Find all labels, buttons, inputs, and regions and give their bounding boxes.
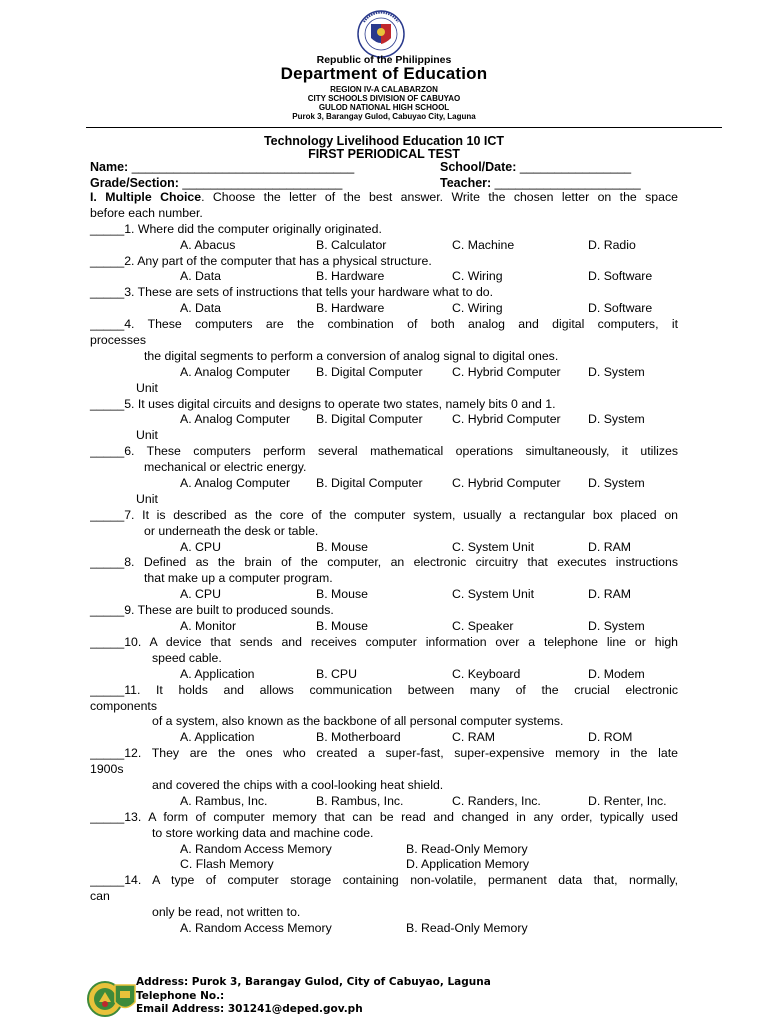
instructions-line-2: before each number. [90, 205, 203, 220]
name-field[interactable] [90, 160, 354, 174]
answer-option[interactable]: A. Monitor [180, 619, 237, 634]
answer-option[interactable]: B. Digital Computer [316, 412, 423, 427]
instructions-line [90, 190, 678, 206]
question-text: _____11. It holds and allows communication between many of the crucial electronic [90, 682, 678, 697]
name-line: ________________________________ [131, 160, 355, 174]
answer-option[interactable]: A. Data [180, 269, 222, 284]
question-text: _____4. These computers are the combination of both analog and digital computers, it [90, 317, 678, 332]
teacher-field[interactable] [440, 176, 641, 190]
answer-option[interactable]: A. Analog Computer [180, 412, 291, 427]
answer-option[interactable]: B. Digital Computer [316, 476, 423, 491]
answer-option[interactable]: B. Read-Only Memory [406, 920, 528, 935]
question-text: _____1. Where did the computer originally originated. [90, 221, 382, 236]
question-continuation: or underneath the desk or table. [144, 523, 319, 538]
answer-option[interactable]: B. Mouse [316, 539, 368, 554]
question-text: _____3. These are sets of instructions that tells your hardware what to do. [90, 285, 494, 300]
answer-option[interactable]: D. RAM [588, 587, 632, 602]
question-text: _____5. It uses digital circuits and designs to operate two states, namely bits 0 and 1. [90, 396, 556, 411]
answer-option[interactable]: C. Wiring [452, 301, 503, 316]
answer-options [90, 269, 678, 285]
questions-area [90, 190, 678, 937]
answer-options [90, 365, 678, 381]
answer-option[interactable]: C. Wiring [452, 269, 503, 284]
question-continuation: speed cable. [152, 650, 222, 665]
question-continuation: processes [90, 333, 147, 348]
answer-option[interactable]: C. Randers, Inc. [452, 793, 541, 808]
answer-option[interactable]: D. ROM [588, 730, 633, 745]
option-wrap: Unit [136, 428, 158, 443]
question-continuation: to store working data and machine code. [152, 825, 374, 840]
answer-options [90, 540, 678, 556]
grade-section-field[interactable] [90, 176, 342, 190]
answer-option[interactable]: A. Application [180, 666, 255, 681]
school-date-field[interactable] [440, 160, 631, 174]
answer-option[interactable]: B. Calculator [316, 237, 387, 252]
answer-options [90, 842, 678, 858]
answer-option[interactable]: A. Random Access Memory [180, 920, 332, 935]
question-text: _____14. A type of computer storage containing non-volatile, permanent data that, normally, [90, 873, 678, 888]
answer-option[interactable]: C. System Unit [452, 587, 534, 602]
answer-options [90, 730, 678, 746]
answer-option[interactable]: A. Data [180, 301, 222, 316]
question-text: _____2. Any part of the computer that has a physical structure. [90, 253, 432, 268]
instructions-text: . Choose the letter of the best answer. Write the chosen letter on the space [201, 190, 678, 204]
answer-option[interactable]: D. System [588, 476, 645, 491]
answer-options [90, 857, 678, 873]
question-continuation: mechanical or electric energy. [144, 460, 307, 475]
region-heading: REGION IV-A CALABARZON [330, 85, 438, 94]
answer-option[interactable]: D. RAM [588, 539, 632, 554]
answer-options [90, 412, 678, 428]
question-continuation: can [90, 889, 110, 904]
answer-option[interactable]: A. CPU [180, 587, 221, 602]
answer-option[interactable]: D. Software [588, 269, 653, 284]
question-continuation: only be read, not written to. [152, 905, 301, 920]
answer-option[interactable]: D. Application Memory [406, 857, 530, 872]
deped-logo-icon [112, 982, 138, 1014]
answer-options [90, 587, 678, 603]
answer-option[interactable]: C. RAM [452, 730, 496, 745]
answer-options [90, 476, 678, 492]
option-wrap: Unit [136, 380, 158, 395]
answer-option[interactable]: B. Mouse [316, 587, 368, 602]
date-line: ________________ [519, 160, 632, 174]
answer-option[interactable]: A. Analog Computer [180, 364, 291, 379]
question-text: _____10. A device that sends and receives computer information over a telephone line or high [90, 634, 678, 649]
answer-option[interactable]: D. Software [588, 301, 653, 316]
answer-option[interactable]: A. CPU [180, 539, 221, 554]
answer-option[interactable]: A. Analog Computer [180, 476, 291, 491]
grade-label: Grade/Section: [90, 176, 179, 190]
footer-telephone: Telephone No.: [136, 989, 225, 1002]
answer-option[interactable]: D. System [588, 412, 645, 427]
header-divider [86, 127, 722, 128]
answer-options [90, 921, 678, 937]
deped-seal-icon [352, 10, 410, 58]
answer-option[interactable]: C. System Unit [452, 539, 534, 554]
answer-option[interactable]: C. Hybrid Computer [452, 364, 561, 379]
date-label: School/Date: [440, 160, 517, 174]
answer-option[interactable]: D. System [588, 364, 645, 379]
question-text: _____9. These are built to produced sounds. [90, 603, 334, 618]
footer-address: Address: Purok 3, Barangay Gulod, City of Cabuyao, Laguna [136, 976, 491, 988]
answer-option[interactable]: A. Random Access Memory [180, 841, 332, 856]
answer-options [90, 238, 678, 254]
republic-heading: Republic of the Philippines [316, 54, 452, 66]
answer-option[interactable]: A. Application [180, 730, 255, 745]
question-continuation: 1900s [90, 762, 124, 777]
answer-option[interactable]: C. Speaker [452, 619, 514, 634]
answer-option[interactable]: D. Modem [588, 666, 645, 681]
answer-option[interactable]: D. Radio [588, 237, 636, 252]
footer-contact [136, 976, 491, 1017]
answer-option[interactable]: A. Rambus, Inc. [180, 793, 268, 808]
name-label: Name: [90, 160, 129, 174]
answer-options [90, 667, 678, 683]
answer-option[interactable]: C. Flash Memory [180, 857, 274, 872]
question-text: _____8. Defined as the brain of the computer, an electronic circuitry that executes instructions [90, 555, 678, 570]
answer-option[interactable]: C. Keyboard [452, 666, 521, 681]
question-continuation: components [90, 698, 157, 713]
school-address: Purok 3, Barangay Gulod, Cabuyao City, Laguna [292, 112, 476, 121]
department-heading: Department of Education [280, 64, 488, 83]
question-continuation: that make up a computer program. [144, 571, 333, 586]
question-continuation: the digital segments to perform a conversion of analog signal to digital ones. [144, 348, 559, 363]
school-heading: GULOD NATIONAL HIGH SCHOOL [318, 103, 450, 112]
test-title: FIRST PERIODICAL TEST [308, 147, 460, 161]
answer-option[interactable]: B. Motherboard [316, 730, 401, 745]
subject-title: Technology Livelihood Education 10 ICT [263, 134, 505, 148]
question-continuation: and covered the chips with a cool-looking heat shield. [152, 777, 444, 792]
grade-line: _______________________ [182, 176, 343, 190]
answer-option[interactable]: B. Hardware [316, 269, 385, 284]
answer-option[interactable]: B. Hardware [316, 301, 385, 316]
division-heading: CITY SCHOOLS DIVISION OF CABUYAO [307, 94, 461, 103]
answer-option[interactable]: D. Renter, Inc. [588, 793, 667, 808]
part-label: I. Multiple Choice [90, 190, 202, 204]
answer-options [90, 301, 678, 317]
answer-option[interactable]: B. Rambus, Inc. [316, 793, 404, 808]
question-text: _____7. It is described as the core of the computer system, usually a rectangular box placed on [90, 507, 678, 522]
answer-option[interactable]: C. Machine [452, 237, 515, 252]
option-wrap: Unit [136, 491, 158, 506]
question-text: _____12. They are the ones who created a super-fast, super-expensive memory in the late [90, 746, 678, 761]
answer-options [90, 794, 678, 810]
footer-email: Email Address: 301241@deped.gov.ph [136, 1003, 363, 1015]
question-text: _____6. These computers perform several mathematical operations simultaneously, it utilizes [90, 444, 678, 459]
answer-option[interactable]: B. Mouse [316, 619, 368, 634]
answer-option[interactable]: A. Abacus [180, 237, 236, 252]
answer-option[interactable]: C. Hybrid Computer [452, 412, 561, 427]
answer-option[interactable]: C. Hybrid Computer [452, 476, 561, 491]
teacher-line: _____________________ [494, 176, 641, 190]
question-text: _____13. A form of computer memory that can be read and changed in any order, typically used [90, 809, 678, 824]
question-list [90, 222, 678, 937]
answer-option[interactable]: B. CPU [316, 666, 357, 681]
answer-options [90, 619, 678, 635]
teacher-label: Teacher: [440, 176, 492, 190]
question-continuation: of a system, also known as the backbone of all personal computer systems. [152, 714, 564, 729]
answer-option[interactable]: B. Digital Computer [316, 364, 423, 379]
answer-option[interactable]: D. System [588, 619, 645, 634]
answer-option[interactable]: B. Read-Only Memory [406, 841, 528, 856]
